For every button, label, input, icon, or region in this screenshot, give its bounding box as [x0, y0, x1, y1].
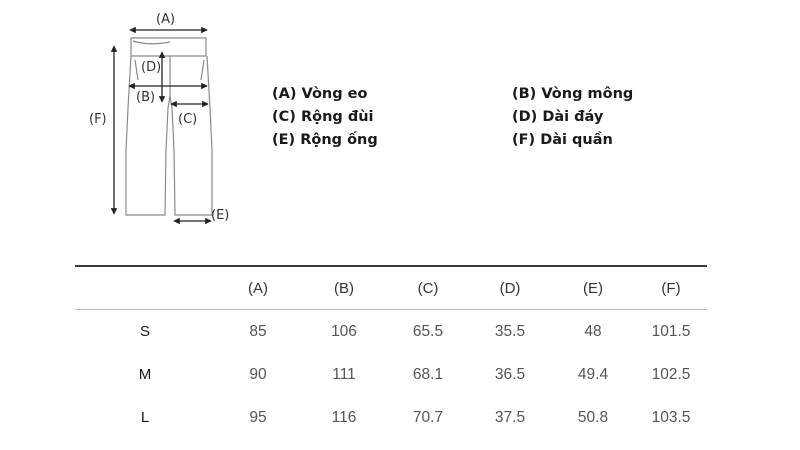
size-label: M: [138, 366, 152, 383]
cell-e: 50.8: [577, 408, 609, 426]
header-f: (F): [661, 279, 681, 297]
table-row: [75, 353, 707, 396]
diagram-label-a: (A): [156, 12, 176, 27]
legend-item-d: (D) Dài đáy: [512, 109, 604, 125]
legend-item-f: (F) Dài quần: [512, 132, 613, 148]
cell-f: 102.5: [651, 365, 691, 383]
legend-item-b: (B) Vòng mông: [512, 86, 634, 102]
diagram-label-f: (F): [89, 112, 107, 127]
header-a: (A): [248, 279, 268, 297]
cell-a: 95: [249, 408, 267, 426]
table-header-row: [75, 267, 707, 310]
header-size: [75, 267, 215, 310]
diagram-label-b: (B): [136, 90, 156, 105]
cell-b: 116: [331, 408, 357, 426]
table-row: [75, 396, 707, 439]
size-label: L: [140, 409, 150, 426]
cell-c: 70.7: [412, 408, 444, 426]
cell-d: 35.5: [494, 322, 526, 340]
cell-f: 103.5: [651, 408, 691, 426]
cell-a: 90: [249, 365, 267, 383]
diagram-label-e: (E): [211, 208, 230, 223]
cell-b: 106: [331, 322, 357, 340]
pants-outline: [126, 38, 212, 215]
header-b: (B): [334, 279, 354, 297]
cell-d: 36.5: [494, 365, 526, 383]
cell-c: 68.1: [412, 365, 444, 383]
size-chart: [75, 265, 707, 439]
legend-item-c: (C) Rộng đùi: [272, 109, 374, 125]
header-c: (C): [417, 279, 439, 297]
cell-c: 65.5: [412, 322, 444, 340]
header-e: (E): [583, 279, 603, 297]
size-label: S: [139, 323, 150, 340]
cell-f: 101.5: [651, 322, 691, 340]
cell-a: 85: [249, 322, 267, 340]
legend-item-e: (E) Rộng ống: [272, 132, 378, 148]
cell-b: 111: [332, 365, 356, 383]
diagram-label-d: (D): [141, 60, 162, 75]
legend-item-a: (A) Vòng eo: [272, 86, 368, 102]
pants-measurement-diagram: [80, 0, 240, 235]
cell-d: 37.5: [494, 408, 526, 426]
table-row: [75, 310, 707, 354]
header-d: (D): [499, 279, 521, 297]
size-table: [75, 267, 707, 439]
diagram-label-c: (C): [178, 112, 198, 127]
cell-e: 48: [584, 322, 602, 340]
cell-e: 49.4: [577, 365, 609, 383]
